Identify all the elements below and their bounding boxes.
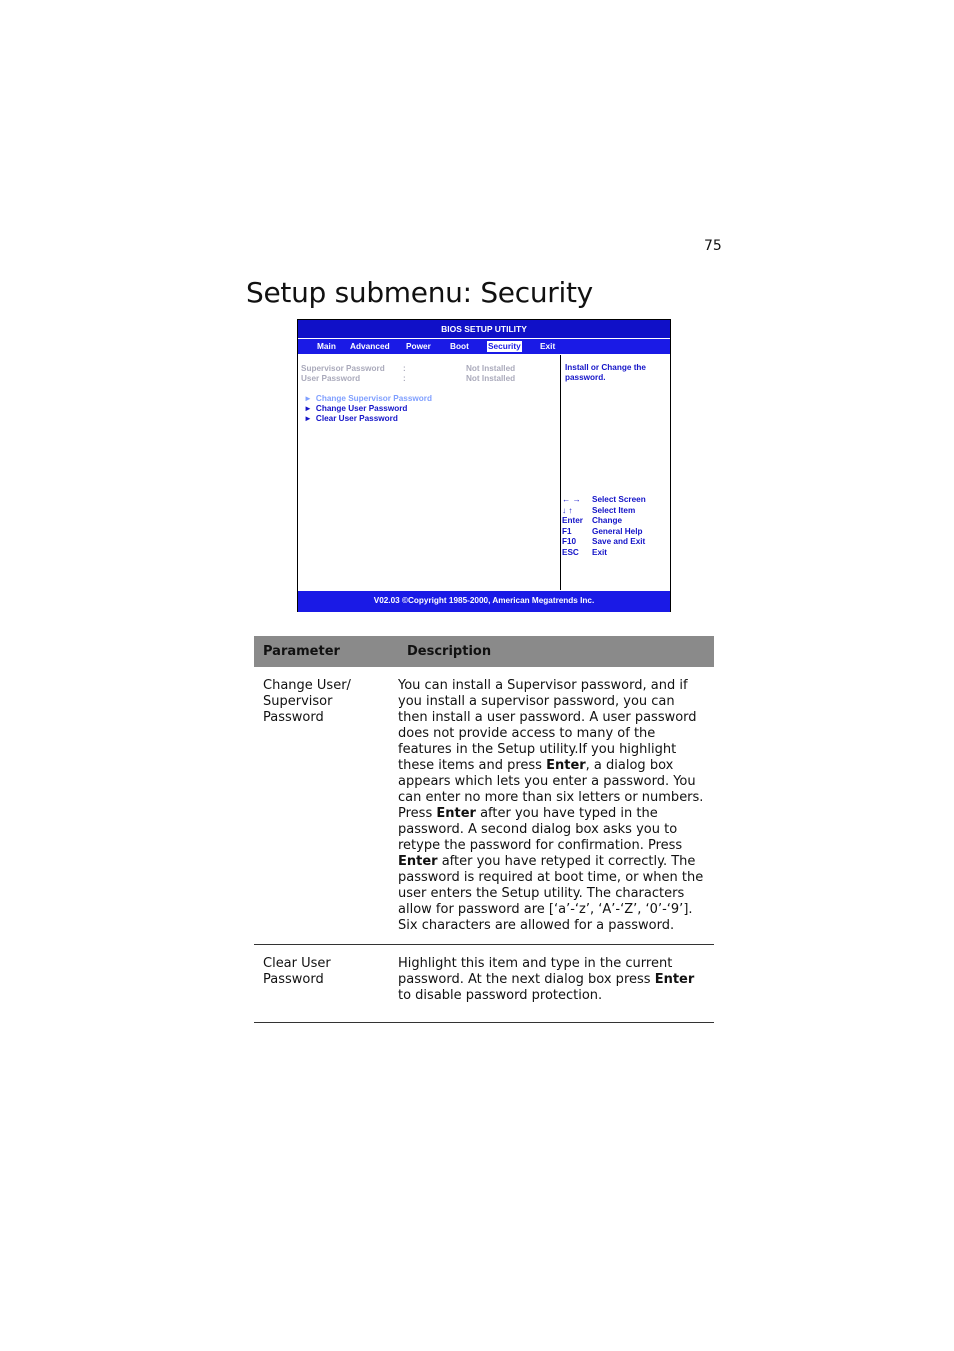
status-label: User Password <box>301 374 361 383</box>
bios-menubar <box>298 338 670 355</box>
page-number: 75 <box>704 238 722 254</box>
bios-menu-advanced[interactable]: Advanced <box>350 341 390 351</box>
key-row <box>562 548 668 559</box>
key-name: F1 <box>562 526 572 536</box>
key-name: ESC <box>562 547 579 557</box>
item-label: Change User Password <box>315 404 408 413</box>
parameter-line: Clear User <box>263 956 331 971</box>
bios-left-panel <box>298 355 561 590</box>
description-text: after you have retyped it correctly. The password is required at boot time, or when the user enters the Setup utility. The characters allow for password are [‘a’-‘z’, ‘A’-‘Z’, ‘0’-‘9’]. Six characters are allowed for a password. <box>398 854 704 933</box>
key-arrows-left-right-icon: ← → <box>562 495 581 504</box>
key-row <box>562 527 668 538</box>
key-row <box>562 506 668 517</box>
table-header-row <box>254 636 714 667</box>
triangle-right-icon: ► <box>304 414 312 423</box>
key-desc: Select Item <box>592 505 636 515</box>
clear-user-password-item[interactable] <box>304 414 398 423</box>
key-name: F10 <box>562 537 577 546</box>
parameter-cell <box>254 945 398 1023</box>
status-separator: : <box>403 374 406 383</box>
description-text: to disable password protection. <box>398 988 603 1003</box>
bios-help-text: Install or Change the password. <box>565 363 646 382</box>
bios-screenshot <box>297 319 671 612</box>
bios-footer: V02.03 ©Copyright 1985-2000, American Megatrends Inc. <box>298 590 670 612</box>
supervisor-password-status <box>301 364 516 373</box>
status-separator: : <box>403 364 406 373</box>
key-desc: General Help <box>592 526 643 536</box>
key-desc: Exit <box>592 547 608 557</box>
parameter-line: Password <box>263 710 324 725</box>
parameter-line: Password <box>263 972 324 987</box>
bios-menu-power[interactable]: Power <box>406 341 431 351</box>
key-name: Enter <box>562 516 583 525</box>
description-bold: Enter <box>654 972 695 987</box>
description-bold: Enter <box>546 758 586 773</box>
description-cell <box>398 945 714 1023</box>
header-parameter: Parameter <box>254 636 398 667</box>
status-label: Supervisor Password <box>301 364 385 373</box>
triangle-right-icon: ► <box>304 394 312 403</box>
parameter-line: Change User/ <box>263 678 351 693</box>
change-supervisor-password-item[interactable] <box>304 394 432 403</box>
header-description: Description <box>398 636 714 667</box>
status-value: Not Installed <box>466 374 516 383</box>
key-desc: Save and Exit <box>592 537 646 546</box>
parameter-table <box>254 636 714 1023</box>
description-bold: Enter <box>436 806 476 821</box>
key-desc: Change <box>592 516 623 525</box>
bios-menu-boot[interactable]: Boot <box>450 341 469 351</box>
description-cell <box>398 667 714 945</box>
description-text: You can install a Supervisor password, and if you install a supervisor password, you can then install a user password. A user password does not provide access to many of the features in the Setup utility.If you highlight these items and press <box>398 678 697 773</box>
change-user-password-item[interactable] <box>304 404 407 413</box>
key-row <box>562 537 668 548</box>
bios-menu-security[interactable]: Security <box>488 341 521 351</box>
key-row <box>562 516 668 527</box>
description-text: after you have typed in the password. A second dialog box asks you to retype the password for confirmation. Press <box>398 806 683 853</box>
bios-menu-main[interactable]: Main <box>317 341 336 351</box>
item-label: Clear User Password <box>315 414 398 423</box>
description-text: , a dialog box appears which lets you enter a password. You can enter no more than six letters or numbers. Press <box>398 758 704 821</box>
table-row <box>254 667 714 945</box>
status-value: Not Installed <box>466 364 516 373</box>
parameter-line: Supervisor <box>263 694 333 709</box>
table-row <box>254 945 714 1023</box>
item-label: Change Supervisor Password <box>315 394 432 403</box>
key-arrows-up-down-icon: ↓ ↑ <box>562 505 573 515</box>
bios-key-legend <box>562 495 668 558</box>
key-desc: Select Screen <box>592 495 646 504</box>
parameter-cell <box>254 667 398 945</box>
bios-title: BIOS SETUP UTILITY <box>298 320 670 338</box>
page-title: Setup submenu: Security <box>246 276 593 309</box>
description-bold: Enter <box>398 854 438 869</box>
bios-menu-exit[interactable]: Exit <box>540 341 556 351</box>
triangle-right-icon: ► <box>304 404 312 413</box>
description-text: Highlight this item and type in the current password. At the next dialog box press <box>398 956 673 987</box>
user-password-status <box>301 374 516 383</box>
key-row <box>562 495 668 506</box>
